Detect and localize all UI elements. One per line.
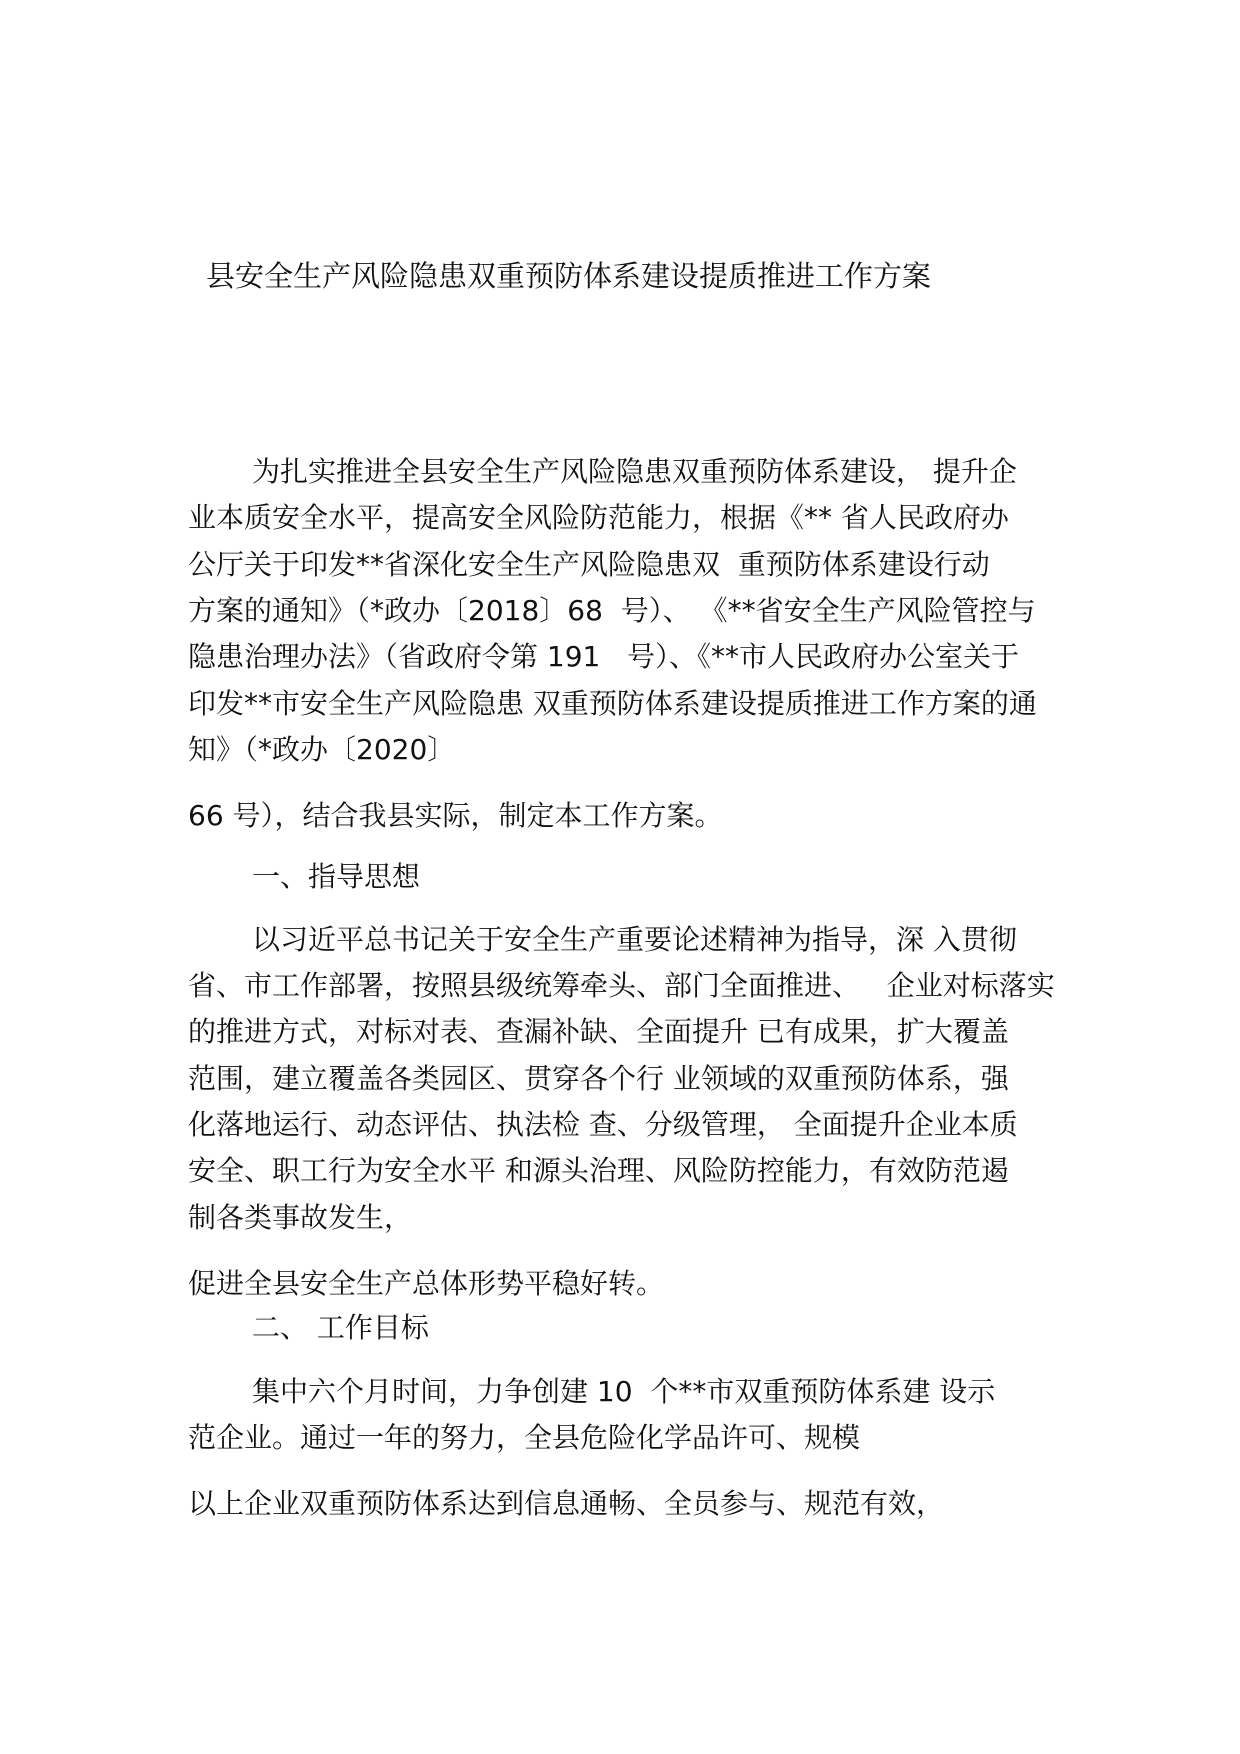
paragraph-line: 印发**市安全生产风险隐患 双重预防体系建设提质推进工作方案的通 <box>188 687 1037 720</box>
paragraph-line: 公厅关于印发**省深化安全生产风险隐患双 重预防体系建设行动 <box>188 548 990 581</box>
paragraph-line: 省、市工作部署，按照县级统筹牵头、部门全面推进、 企业对标落实 <box>188 969 1055 1002</box>
paragraph-line: 业本质安全水平，提高安全风险防范能力，根据《** 省人民政府办 <box>188 501 1009 534</box>
paragraph-line: 集中六个月时间，力争创建 10 个**市双重预防体系建 设示 <box>252 1375 996 1408</box>
document-title: 县安全生产风险隐患双重预防体系建设提质推进工作方案 <box>206 259 932 293</box>
paragraph-line: 化落地运行、动态评估、执法检 查、分级管理， 全面提升企业本质 <box>188 1108 1018 1141</box>
paragraph-line: 促进全县安全生产总体形势平稳好转。 <box>188 1267 665 1300</box>
paragraph-line: 制各类事故发生， <box>188 1201 413 1234</box>
section-heading: 二、 工作目标 <box>252 1311 429 1344</box>
paragraph-line: 知》（*政办〔2020〕 <box>188 733 456 766</box>
section-heading: 一、指导思想 <box>252 860 421 893</box>
paragraph-line: 66 号），结合我县实际，制定本工作方案。 <box>188 799 723 832</box>
paragraph-line: 隐患治理办法》（省政府令第 191 号）、《**市人民政府办公室关于 <box>188 640 1020 673</box>
paragraph-line: 方案的通知》（*政办〔2018〕68 号）、 《**省安全生产风险管控与 <box>188 594 1036 627</box>
paragraph-line: 安全、职工行为安全水平 和源头治理、风险防控能力，有效防范遏 <box>188 1154 1009 1187</box>
paragraph-line: 为扎实推进全县安全生产风险隐患双重预防体系建设， 提升企 <box>252 455 1017 488</box>
paragraph-line: 范企业。通过一年的努力，全县危险化学品许可、规模 <box>188 1421 861 1454</box>
paragraph-line: 以习近平总书记关于安全生产重要论述精神为指导，深 入贯彻 <box>252 923 1017 956</box>
paragraph-line: 范围，建立覆盖各类园区、贯穿各个行 业领域的双重预防体系，强 <box>188 1062 1009 1095</box>
paragraph-line: 的推进方式，对标对表、查漏补缺、全面提升 已有成果，扩大覆盖 <box>188 1015 1009 1048</box>
paragraph-line: 以上企业双重预防体系达到信息通畅、全员参与、规范有效， <box>188 1487 945 1520</box>
